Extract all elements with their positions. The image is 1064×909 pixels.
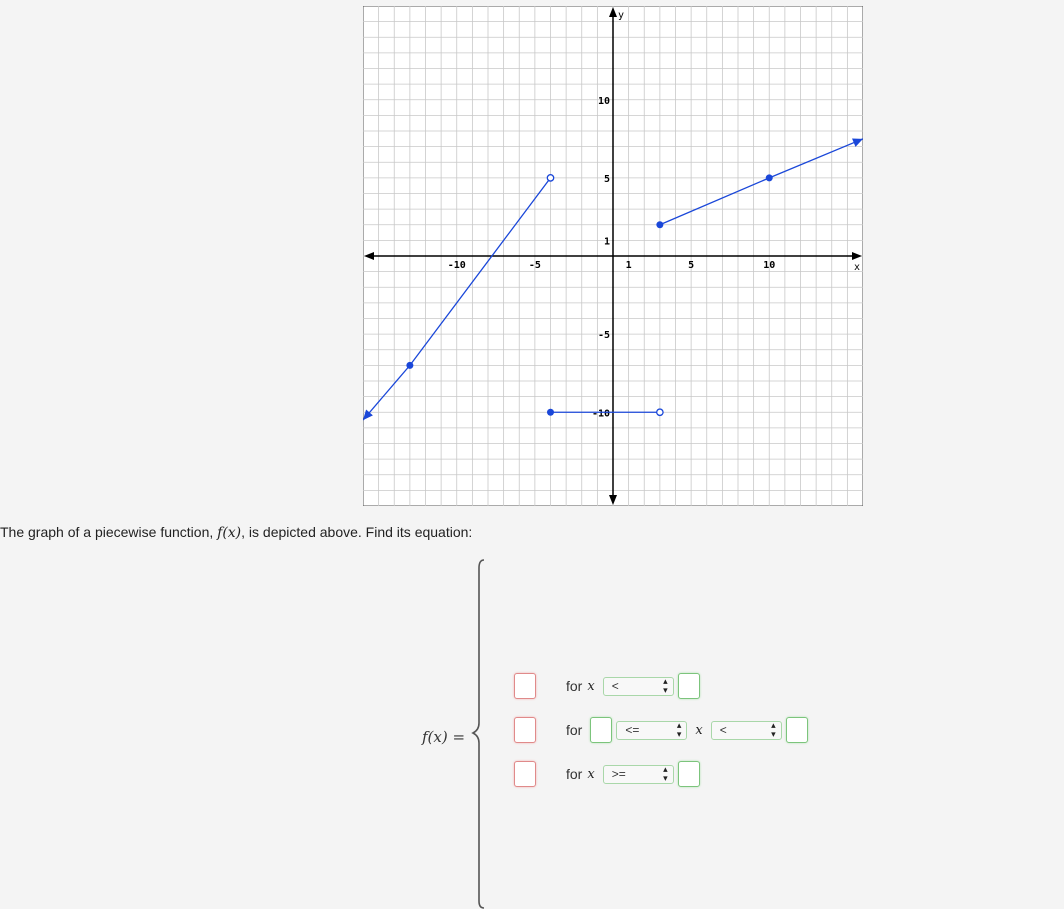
y-tick-label: 10: [597, 95, 610, 107]
for-label-3: for: [566, 766, 583, 782]
series-3-point: [766, 174, 773, 181]
x-tick-label: 5: [688, 260, 695, 271]
x-axis-label: x: [853, 262, 861, 273]
bound-input-3[interactable]: [678, 761, 700, 787]
bound-input-1[interactable]: [678, 673, 700, 699]
x-tick-label: -5: [528, 260, 541, 271]
question-prefix: The graph of a piecewise function,: [0, 524, 218, 540]
operator-value-3: >=: [611, 767, 626, 781]
operator-select-2b[interactable]: [711, 721, 782, 740]
question-text: [0, 523, 472, 542]
series-1-end-open-point: [547, 175, 553, 181]
question-suffix: , is depicted above. Find its equation:: [241, 524, 473, 540]
x-variable-3: x: [587, 766, 595, 782]
operator-select-1[interactable]: [603, 677, 674, 696]
left-brace: [470, 558, 490, 909]
upper-bound-input-2[interactable]: [786, 717, 808, 743]
operator-value-2a: <=: [625, 723, 640, 737]
piece-row-2: [514, 716, 808, 744]
for-label-1: for: [566, 678, 583, 694]
x-tick-label: 1: [625, 260, 632, 271]
x-variable-2: x: [695, 722, 703, 738]
select-arrows-icon: ▴ ▾: [663, 764, 668, 783]
select-arrows-icon: ▴ ▾: [663, 676, 668, 695]
piecewise-graph: [363, 6, 863, 506]
function-label: f(x) =: [422, 728, 466, 746]
y-tick-label: -10: [591, 408, 610, 420]
piece-row-3: [514, 760, 700, 788]
y-tick-label: 1: [603, 236, 610, 248]
y-axis-label: y: [617, 10, 625, 21]
operator-select-2a[interactable]: [616, 721, 687, 740]
series-2-start-closed-point: [547, 409, 554, 416]
operator-value-1: <: [611, 679, 619, 693]
series-2-end-open-point: [657, 409, 663, 415]
select-arrows-icon: ▴ ▾: [676, 720, 682, 739]
piece-row-1: [514, 672, 700, 700]
x-tick-label: 10: [763, 260, 776, 271]
series-3-start-closed-point: [656, 221, 663, 228]
for-label-2: for: [566, 722, 583, 738]
y-tick-label: -5: [597, 330, 610, 342]
operator-select-3[interactable]: [603, 765, 674, 784]
x-variable-1: x: [587, 678, 595, 694]
expression-input-2[interactable]: [514, 717, 536, 743]
expression-input-3[interactable]: [514, 761, 536, 787]
select-arrows-icon: ▴ ▾: [771, 720, 776, 739]
y-tick-label: 5: [603, 173, 610, 185]
operator-value-2b: <: [719, 723, 727, 737]
lower-bound-input-2[interactable]: [590, 717, 612, 743]
expression-input-1[interactable]: [514, 673, 536, 699]
x-tick-label: -10: [447, 260, 466, 271]
series-1-point: [406, 362, 413, 369]
function-name: f(x): [217, 525, 242, 541]
